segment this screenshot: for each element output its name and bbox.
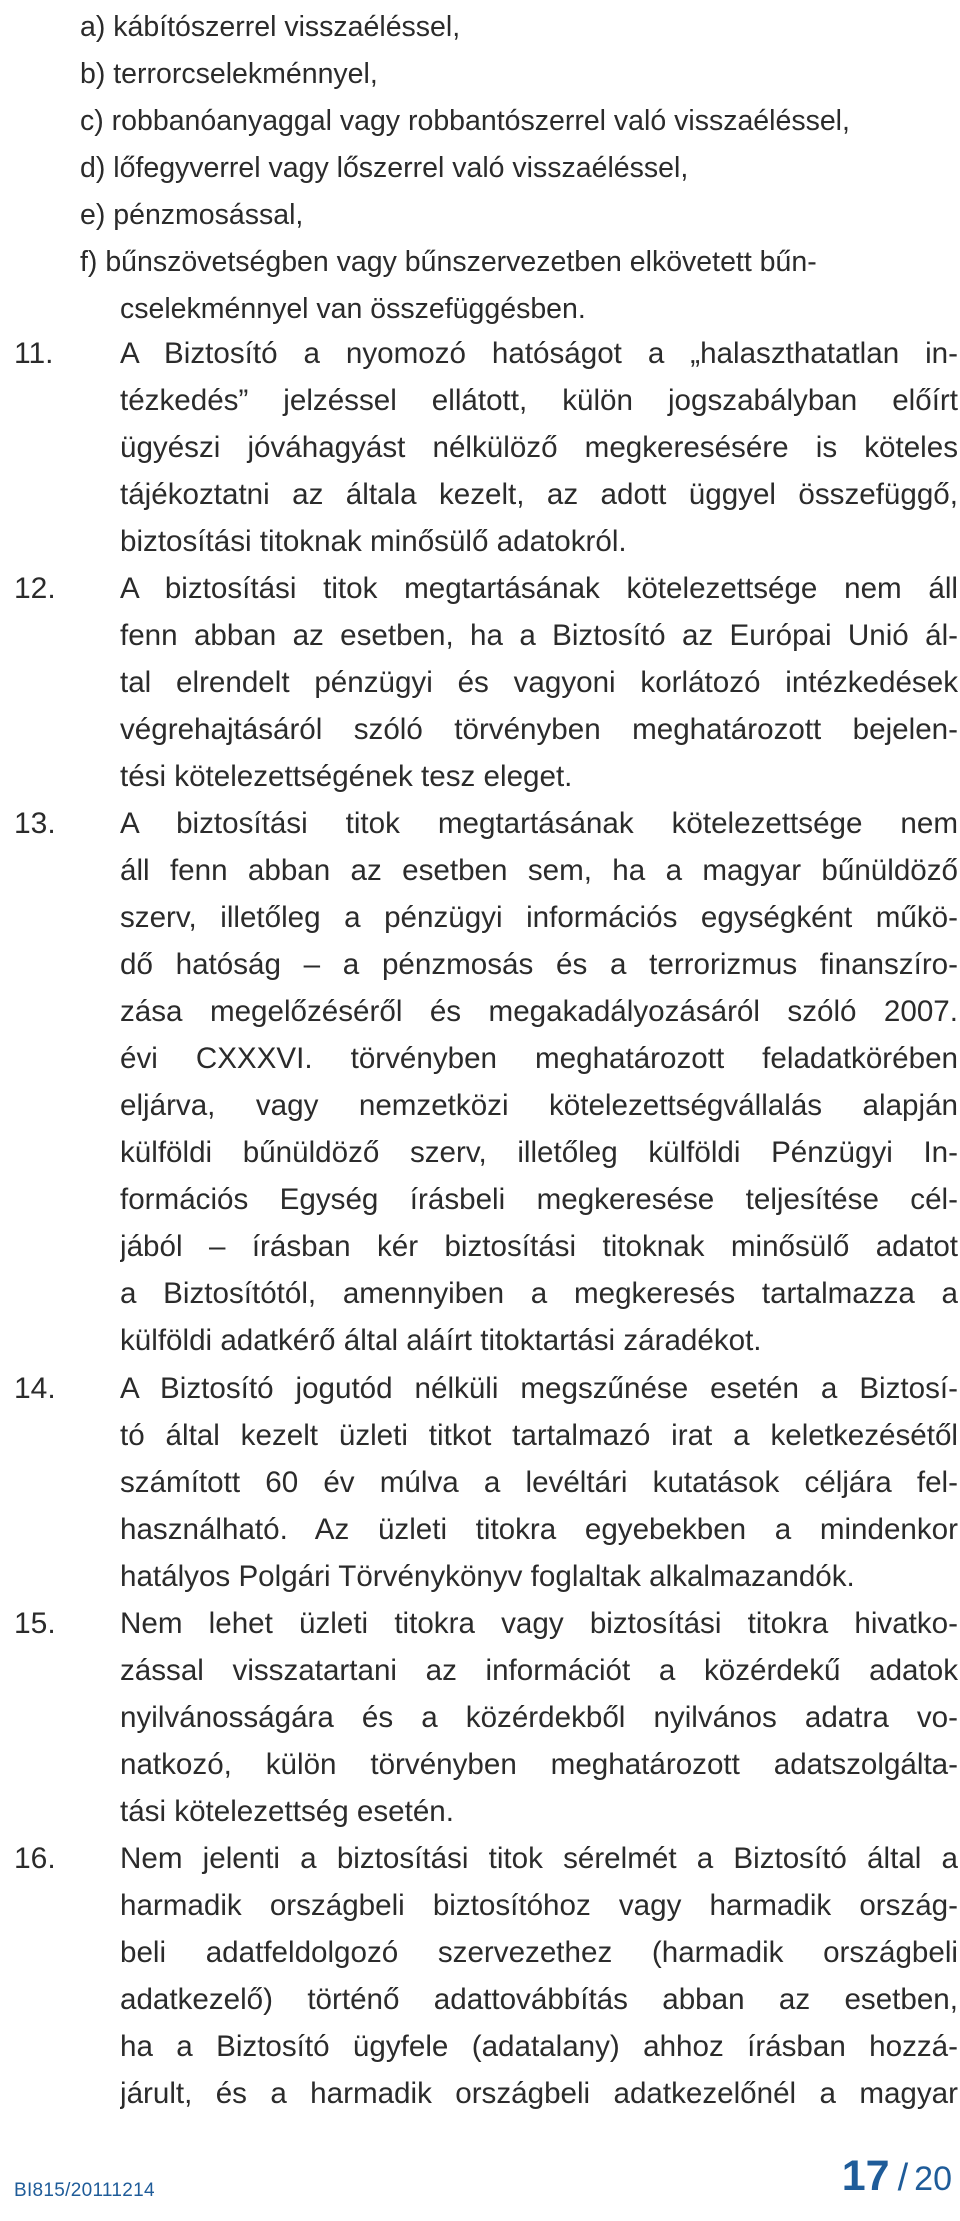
text-line: tájékoztatni az általa kezelt, az adott üggyel összefüggő,	[120, 478, 958, 511]
page-footer	[0, 2150, 960, 2210]
text-line: külföldi bűnüldöző szerv, illetőleg külföldi Pénzügyi In-	[120, 1136, 958, 1169]
text-line: végrehajtásáról szóló törvényben meghatározott bejelen-	[120, 713, 958, 746]
clause-number: 11.	[14, 337, 54, 370]
text-line: tal elrendelt pénzügyi és vagyoni korlátozó intézkedések	[120, 666, 958, 699]
text-line: natkozó, külön törvényben meghatározott adatszolgálta-	[120, 1748, 958, 1781]
clause-text	[120, 1365, 958, 1600]
sub-item-f-continuation: cselekménnyel van összefüggésben.	[120, 293, 586, 325]
sub-item-f: f) bűnszövetségben vagy bűnszervezetben elkövetett bűn-	[80, 246, 817, 278]
sub-item-b: b) terrorcselekménnyel,	[80, 58, 378, 90]
current-page-number: 17	[841, 2152, 890, 2200]
clause-number: 14.	[14, 1372, 56, 1405]
text-line: ügyészi jóváhagyást nélkülöző megkeresésére is köteles	[120, 431, 958, 464]
text-line: A Biztosító jogutód nélküli megszűnése esetén a Biztosí-	[120, 1372, 958, 1405]
document-id: BI815/20111214	[14, 2180, 155, 2201]
text-line: Nem jelenti a biztosítási titok sérelmét a Biztosító által a	[120, 1842, 958, 1875]
sub-item-a: a) kábítószerrel visszaéléssel,	[80, 11, 461, 43]
clause-text	[120, 1600, 958, 1835]
text-line: biztosítási titoknak minősülő adatokról.	[120, 525, 627, 558]
text-line: Nem lehet üzleti titokra vagy biztosítási titokra hivatko-	[120, 1607, 958, 1640]
sub-item-d: d) lőfegyverrel vagy lőszerrel való visszaéléssel,	[80, 152, 689, 184]
text-line: áll fenn abban az esetben sem, ha a magyar bűnüldöző	[120, 854, 958, 887]
text-line: fenn abban az esetben, ha a Biztosító az Európai Unió ál-	[120, 619, 958, 652]
clause-number: 13.	[14, 807, 56, 840]
page-separator: /	[897, 2157, 909, 2199]
text-line: tézkedés” jelzéssel ellátott, külön jogszabályban előírt	[120, 384, 958, 417]
text-line: zással visszatartani az információt a közérdekű adatok	[120, 1654, 958, 1687]
text-line: formációs Egység írásbeli megkeresése teljesítése cél-	[120, 1183, 958, 1216]
text-line: harmadik országbeli biztosítóhoz vagy harmadik ország-	[120, 1889, 958, 1922]
clause-number: 12.	[14, 572, 56, 605]
text-line: jából – írásban kér biztosítási titoknak minősülő adatot	[120, 1230, 958, 1263]
sub-item-c: c) robbanóanyaggal vagy robbantószerrel való visszaéléssel,	[80, 105, 850, 137]
total-page-count: 20	[914, 2160, 952, 2198]
text-line: nyilvánosságára és a közérdekből nyilvános adatra vo-	[120, 1701, 958, 1734]
text-line: a Biztosítótól, amennyiben a megkeresés tartalmazza a	[120, 1277, 958, 1310]
text-line: évi CXXXVI. törvényben meghatározott feladatkörében	[120, 1042, 958, 1075]
text-line: ha a Biztosító ügyfele (adatalany) ahhoz írásban hozzá-	[120, 2030, 958, 2063]
text-line: szerv, illetőleg a pénzügyi információs egységként műkö-	[120, 901, 958, 934]
clause-number: 16.	[14, 1842, 56, 1875]
text-line: adatkezelő) történő adattovábbítás abban az esetben,	[120, 1983, 958, 2016]
sub-item-e: e) pénzmosással,	[80, 199, 304, 231]
text-line: járult, és a harmadik országbeli adatkezelőnél a magyar	[120, 2077, 958, 2110]
text-line: tó által kezelt üzleti titkot tartalmazó irat a keletkezésétől	[120, 1419, 958, 1452]
text-line: A biztosítási titok megtartásának kötelezettsége nem	[120, 807, 958, 840]
text-line: külföldi adatkérő által aláírt titoktartási záradékot.	[120, 1324, 762, 1357]
sub-list	[80, 4, 960, 333]
text-line: beli adatfeldolgozó szervezethez (harmadik országbeli	[120, 1936, 958, 1969]
text-line: eljárva, vagy nemzetközi kötelezettségvállalás alapján	[120, 1089, 958, 1122]
text-line: használható. Az üzleti titokra egyebekben a mindenkor	[120, 1513, 958, 1546]
text-line: A biztosítási titok megtartásának kötelezettsége nem áll	[120, 572, 958, 605]
text-line: számított 60 év múlva a levéltári kutatások céljára fel-	[120, 1466, 958, 1499]
clause-text	[120, 800, 958, 1364]
clause-text	[120, 330, 958, 565]
text-line: dő hatóság – a pénzmosás és a terrorizmus finanszíro-	[120, 948, 958, 981]
clause-number: 15.	[14, 1607, 56, 1640]
text-line: A Biztosító a nyomozó hatóságot a „halaszthatatlan in-	[120, 337, 958, 370]
clause-text	[120, 1835, 958, 2117]
clause-text	[120, 565, 958, 800]
text-line: tési kötelezettségének tesz eleget.	[120, 760, 573, 793]
page-indicator	[842, 2152, 952, 2208]
text-line: zása megelőzéséről és megakadályozásáról szóló 2007.	[120, 995, 958, 1028]
text-line: hatályos Polgári Törvénykönyv foglaltak alkalmazandók.	[120, 1560, 855, 1593]
text-line: tási kötelezettség esetén.	[120, 1795, 454, 1828]
